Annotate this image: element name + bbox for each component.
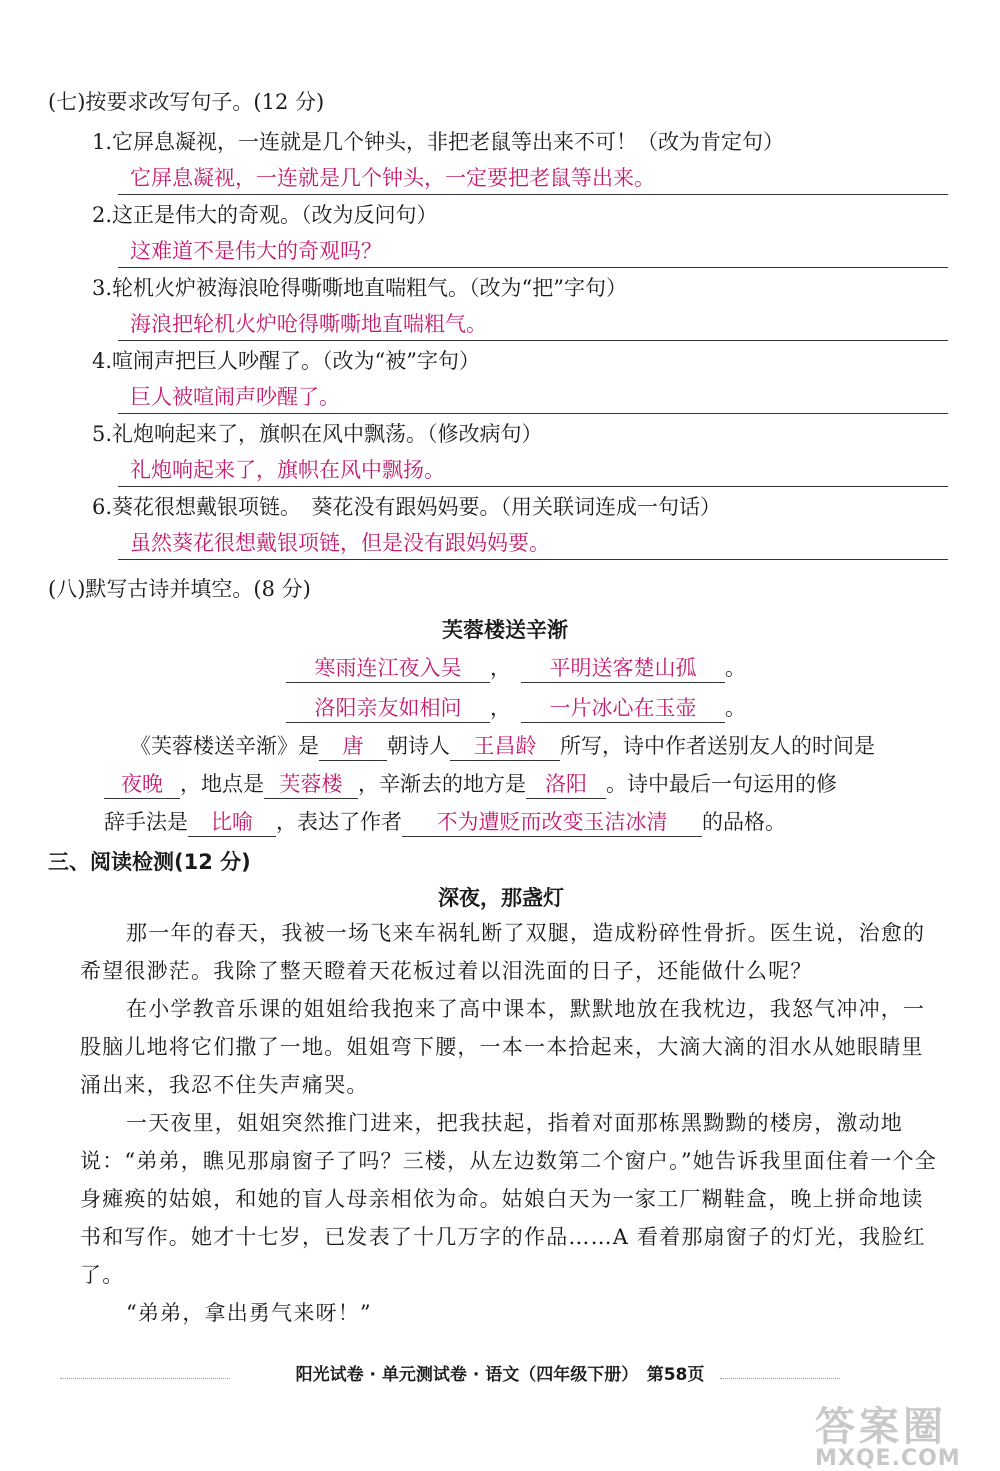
- poem-line-2: [286, 692, 746, 723]
- question-1: 1.它屏息凝视，一连就是几个钟头，非把老鼠等出来不可！（改为肯定句）: [92, 130, 785, 154]
- fill-line-2: [104, 768, 837, 799]
- poem-period: 。: [725, 656, 746, 680]
- fill-text: 。诗中最后一句运用的修: [606, 772, 837, 796]
- fill-blank-dynasty: 唐: [319, 732, 387, 761]
- watermark-logo: [815, 1395, 990, 1471]
- fill-blank-destination: 洛阳: [526, 770, 606, 799]
- fill-blank-place: 芙蓉楼: [264, 770, 358, 799]
- fill-text: ，辛渐去的地方是: [358, 772, 526, 796]
- fill-text: ，地点是: [180, 772, 264, 796]
- poem-line-2-first-half: 洛阳亲友如相问: [286, 694, 490, 723]
- answer-line-5: [118, 450, 948, 487]
- poem-comma: ，: [490, 656, 511, 680]
- passage-paragraph-2: 在小学教音乐课的姐姐给我抱来了高中课本，默默地放在我枕边，我怒气冲冲，一股脑儿地将它们撒了一地。姐姐弯下腰，一本一本拾起来，大滴大滴的泪水从她眼睛里涌出来，我忍不住失声痛哭。: [80, 997, 926, 1097]
- fill-line-1: [130, 730, 875, 761]
- answer-line-4: [118, 377, 948, 414]
- answer-line-6: [118, 523, 948, 560]
- poem-line-1-second-half: 平明送客楚山孤: [521, 654, 725, 683]
- fill-text: 的品格。: [702, 810, 786, 834]
- fill-text: 辞手法是: [104, 810, 188, 834]
- answer-2: 这难道不是伟大的奇观吗？: [130, 239, 382, 263]
- fill-text: 所写，诗中作者送别友人的时间是: [560, 734, 875, 758]
- question-5: 5.礼炮响起来了，旗帜在风中飘荡。（修改病句）: [92, 422, 543, 446]
- page-footer: 阳光试卷 · 单元测试卷 · 语文（四年级下册） 第58页: [295, 1365, 705, 1385]
- fill-blank-poet: 王昌龄: [450, 732, 560, 761]
- poem-title: 芙蓉楼送辛渐: [442, 618, 568, 642]
- poem-comma: ，: [490, 696, 511, 720]
- section3-heading: 三、阅读检测(12 分): [48, 850, 251, 874]
- answer-line-3: [118, 304, 948, 341]
- question-6: 6.葵花很想戴银项链。 葵花没有跟妈妈要。（用关联词连成一句话）: [92, 495, 722, 519]
- passage-paragraph-4: “弟弟，拿出勇气来呀！”: [126, 1301, 372, 1325]
- answer-4: 巨人被喧闹声吵醒了。: [130, 385, 340, 409]
- answer-6: 虽然葵花很想戴银项链，但是没有跟妈妈要。: [130, 531, 550, 555]
- fill-text: ，表达了作者: [276, 810, 402, 834]
- fill-text: 《芙蓉楼送辛渐》是: [130, 734, 319, 758]
- watermark-url: MXQE.COM: [815, 1446, 961, 1471]
- fill-blank-rhetoric: 比喻: [188, 808, 276, 837]
- question-2: 2.这正是伟大的奇观。（改为反问句）: [92, 203, 438, 227]
- watermark-text: 答案圈: [815, 1404, 947, 1450]
- passage-title: 深夜，那盏灯: [438, 886, 564, 910]
- answer-5: 礼炮响起来了，旗帜在风中飘扬。: [130, 458, 445, 482]
- passage-paragraph-3: 一天夜里，姐姐突然推门进来，把我扶起，指着对面那栋黑黝黝的楼房，激动地说：“弟弟，瞧见那扇窗子了吗？三楼，从左边数第二个窗户。”她告诉我里面住着一个全身瘫痪的姑娘，和她的盲人母亲相依为命。姑娘白天为一家工厂糊鞋盒，晚上拼命地读书和写作。她才十七岁，已发表了十几万字的作品……A 看着那扇窗子的灯光，我脸红了。: [80, 1111, 937, 1287]
- answer-line-1: [118, 158, 948, 195]
- answer-3: 海浪把轮机火炉呛得嘶嘶地直喘粗气。: [130, 312, 487, 336]
- section7-heading: (七)按要求改写句子。(12 分): [48, 90, 325, 114]
- section8-heading: (八)默写古诗并填空。(8 分): [48, 577, 311, 601]
- poem-line-1: [286, 652, 746, 683]
- poem-line-1-first-half: 寒雨连江夜入吴: [286, 654, 490, 683]
- question-3: 3.轮机火炉被海浪呛得嘶嘶地直喘粗气。（改为“把”字句）: [92, 276, 628, 300]
- poem-period: 。: [725, 696, 746, 720]
- fill-blank-character: 不为遭贬而改变玉洁冰清: [402, 808, 702, 837]
- answer-line-2: [118, 231, 948, 268]
- fill-line-3: [104, 806, 786, 837]
- poem-line-2-second-half: 一片冰心在玉壶: [521, 694, 725, 723]
- fill-blank-time: 夜晚: [104, 770, 180, 799]
- question-4: 4.喧闹声把巨人吵醒了。（改为“被”字句）: [92, 349, 481, 373]
- fill-text: 朝诗人: [387, 734, 450, 758]
- answer-1: 它屏息凝视，一连就是几个钟头，一定要把老鼠等出来。: [130, 166, 655, 190]
- passage-paragraph-1: 那一年的春天，我被一场飞来车祸轧断了双腿，造成粉碎性骨折。医生说，治愈的希望很渺茫。我除了整天瞪着天花板过着以泪洗面的日子，还能做什么呢？: [80, 921, 926, 983]
